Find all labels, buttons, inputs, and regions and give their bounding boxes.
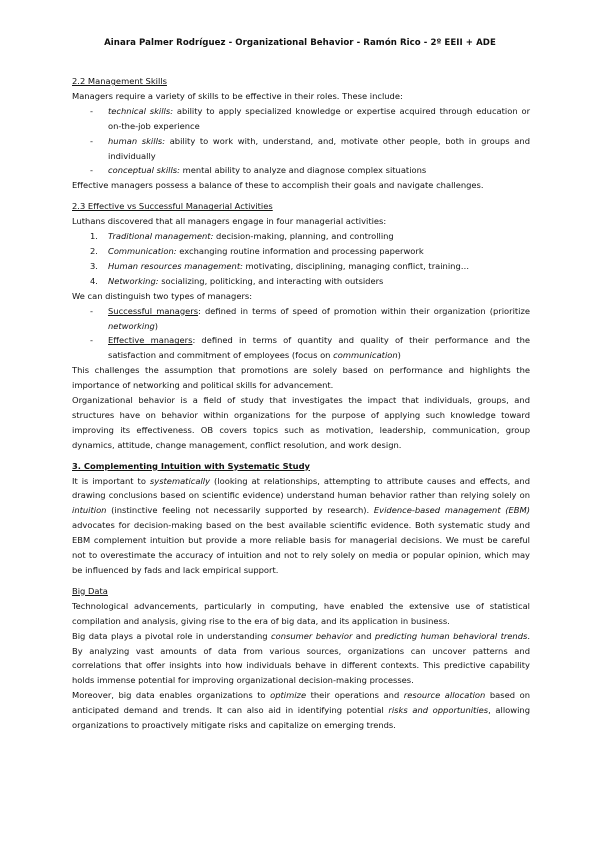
manager-types-list: [72, 304, 530, 364]
list-item: - human skills: ability to work with, understand, and, motivate other people, both in groups and individually: [90, 135, 530, 161]
list-item: 3. Human resources management: motivating, disciplining, managing conflict, training…: [90, 260, 470, 271]
section-2-3-title: 2.3 Effective vs Successful Managerial Activities: [72, 201, 273, 212]
section-2-2-outro: Effective managers possess a balance of these to accomplish their goals and navigate challenges.: [72, 180, 484, 191]
document-body: [72, 74, 530, 733]
list-item: - Effective managers: defined in terms of quantity and quality of their performance and the satisfaction and commitment of employees (focus on communication): [90, 335, 530, 361]
manager-types-intro: We can distinguish two types of managers:: [72, 290, 253, 301]
big-data-paragraph-3: Moreover, big data enables organizations to optimize their operations and resource allocation based on anticipated demand and trends. It can also aid in identifying potential risks and opportunities, allowing organizations to proactively mitigate risks and capitalize on emerging trends.: [72, 690, 531, 731]
section-3-paragraph: It is important to systematically (looking at relationships, attempting to attribute causes and effects, and drawing conclusions based on scientific evidence) understand human behavior rather than relying solely on intuition (instinctive feeling not necessarily supported by research). Evidence-based management (EBM) advocates for decision-making based on the best available scientific evidence. Both systematic study and EBM complement intuition but provide a more reliable basis for managerial decisions. We must be careful not to overestimate the accuracy of intuition and not to rely solely on media or popular opinion, which may be influenced by fads and lack empirical support.: [72, 475, 530, 575]
list-item: - conceptual skills: mental ability to analyze and diagnose complex situations: [90, 165, 427, 176]
list-item: 1. Traditional management: decision-making, planning, and controlling: [90, 231, 394, 242]
section-2-3-paragraph-1: This challenges the assumption that promotions are solely based on performance and highlights the importance of networking and political skills for advancement.: [72, 365, 530, 391]
big-data-paragraph-1: Technological advancements, particularly in computing, have enabled the extensive use of statistical compilation and analysis, giving rise to the era of big data, and its application in business.: [72, 600, 530, 626]
list-item: - technical skills: ability to apply specialized knowledge or expertise acquired through education or on-the-job experience: [90, 105, 530, 131]
section-2-3-intro: Luthans discovered that all managers engage in four managerial activities:: [72, 216, 387, 227]
section-2-2-title: 2.2 Management Skills: [72, 76, 167, 86]
section-2-2-intro: Managers require a variety of skills to be effective in their roles. These include:: [72, 90, 403, 101]
list-item: 2. Communication: exchanging routine information and processing paperwork: [90, 245, 424, 256]
list-item: 4. Networking: socializing, politicking, and interacting with outsiders: [90, 275, 384, 286]
page-header: Ainara Palmer Rodríguez - Organizational Behavior - Ramón Rico - 2º EEII + ADE: [104, 38, 496, 48]
big-data-paragraph-2: Big data plays a pivotal role in understanding consumer behavior and predicting human behavioral trends. By analyzing vast amounts of data from various sources, organizations can uncover patterns and correlations that offer insights into how individuals behave in different contexts. This predictive capability holds immense potential for improving organizational decision-making processes.: [72, 630, 530, 686]
activities-list: [72, 229, 530, 289]
section-3-title: 3. Complementing Intuition with Systematic Study: [72, 460, 310, 471]
section-2-3-paragraph-2: Organizational behavior is a field of study that investigates the impact that individuals, groups, and structures have on behavior within organizations for the purpose of applying such knowledge toward improving its effectiveness. OB covers topics such as motivation, leadership, communication, group dynamics, attitude, change management, conflict resolution, and work design.: [72, 395, 530, 450]
big-data-title: Big Data: [72, 585, 108, 596]
skills-list: [72, 104, 530, 179]
list-item: - Successful managers: defined in terms of speed of promotion within their organization (prioritize networking): [90, 305, 530, 331]
